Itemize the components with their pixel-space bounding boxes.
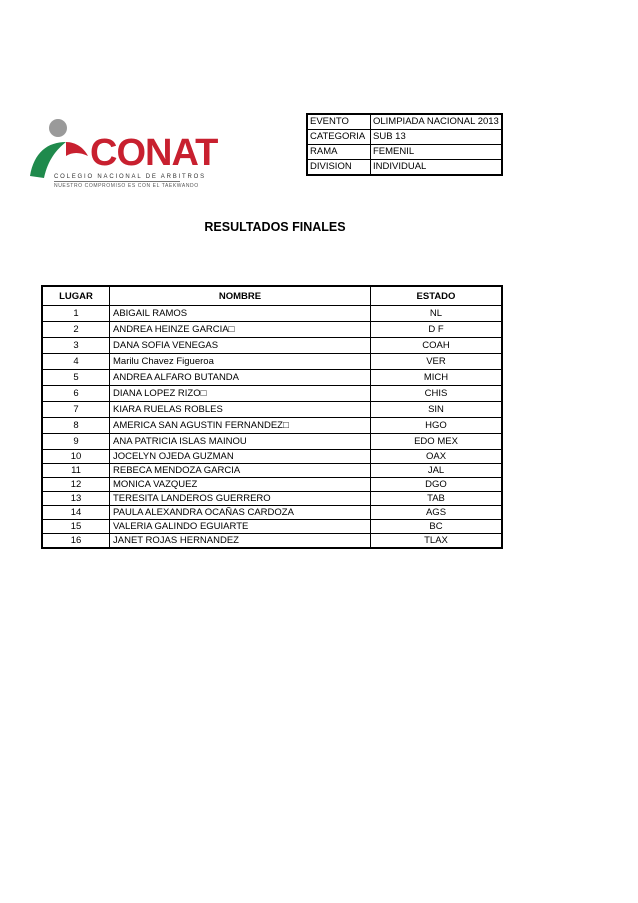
estado-cell: NL [371, 306, 503, 322]
info-row [307, 130, 502, 145]
header-estado: ESTADO [371, 286, 503, 306]
lugar-cell: 1 [42, 306, 110, 322]
estado-cell: TAB [371, 492, 503, 506]
nombre-cell: TERESITA LANDEROS GUERRERO [110, 492, 371, 506]
info-label: EVENTO [307, 114, 371, 130]
lugar-cell: 4 [42, 354, 110, 370]
estado-cell: COAH [371, 338, 503, 354]
table-row [42, 338, 502, 354]
logo-subtitle: COLEGIO NACIONAL DE ARBITROS [54, 174, 206, 180]
nombre-cell: REBECA MENDOZA GARCIA [110, 464, 371, 478]
table-row [42, 306, 502, 322]
estado-cell: D F [371, 322, 503, 338]
info-label: RAMA [307, 145, 371, 160]
estado-cell: TLAX [371, 534, 503, 549]
logo-divider [54, 181, 180, 182]
lugar-cell: 16 [42, 534, 110, 549]
info-row [307, 114, 502, 130]
table-row [42, 402, 502, 418]
nombre-cell: PAULA ALEXANDRA OCAÑAS CARDOZA [110, 506, 371, 520]
lugar-cell: 13 [42, 492, 110, 506]
estado-cell: OAX [371, 450, 503, 464]
lugar-cell: 11 [42, 464, 110, 478]
nombre-cell: ABIGAIL RAMOS [110, 306, 371, 322]
lugar-cell: 7 [42, 402, 110, 418]
table-row [42, 322, 502, 338]
nombre-cell: DIANA LOPEZ RIZO□ [110, 386, 371, 402]
lugar-cell: 8 [42, 418, 110, 434]
table-row [42, 354, 502, 370]
nombre-cell: AMERICA SAN AGUSTIN FERNANDEZ□ [110, 418, 371, 434]
nombre-cell: JANET ROJAS HERNANDEZ [110, 534, 371, 549]
results-header-row [42, 286, 502, 306]
estado-cell: JAL [371, 464, 503, 478]
table-row [42, 450, 502, 464]
table-row [42, 506, 502, 520]
header-lugar: LUGAR [42, 286, 110, 306]
estado-cell: SIN [371, 402, 503, 418]
lugar-cell: 15 [42, 520, 110, 534]
table-row [42, 386, 502, 402]
estado-cell: HGO [371, 418, 503, 434]
table-row [42, 534, 502, 549]
event-info-table [306, 113, 503, 176]
nombre-cell: JOCELYN OJEDA GUZMAN [110, 450, 371, 464]
nombre-cell: DANA SOFIA VENEGAS [110, 338, 371, 354]
conat-logo [26, 116, 218, 196]
table-row [42, 464, 502, 478]
info-label: CATEGORIA [307, 130, 371, 145]
info-label: DIVISION [307, 160, 371, 176]
lugar-cell: 3 [42, 338, 110, 354]
results-table [41, 285, 503, 549]
estado-cell: CHIS [371, 386, 503, 402]
table-row [42, 520, 502, 534]
lugar-cell: 12 [42, 478, 110, 492]
table-row [42, 418, 502, 434]
info-value: OLIMPIADA NACIONAL 2013 [371, 114, 503, 130]
info-row [307, 160, 502, 176]
info-value: SUB 13 [371, 130, 503, 145]
estado-cell: BC [371, 520, 503, 534]
estado-cell: AGS [371, 506, 503, 520]
info-value: FEMENIL [371, 145, 503, 160]
lugar-cell: 5 [42, 370, 110, 386]
logo-wordmark: CONAT [90, 132, 218, 174]
nombre-cell: Marilu Chavez Figueroa [110, 354, 371, 370]
table-row [42, 370, 502, 386]
lugar-cell: 2 [42, 322, 110, 338]
estado-cell: VER [371, 354, 503, 370]
estado-cell: DGO [371, 478, 503, 492]
table-row [42, 434, 502, 450]
nombre-cell: VALERIA GALINDO EGUIARTE [110, 520, 371, 534]
lugar-cell: 9 [42, 434, 110, 450]
estado-cell: EDO MEX [371, 434, 503, 450]
lugar-cell: 14 [42, 506, 110, 520]
table-row [42, 492, 502, 506]
logo-tagline: NUESTRO COMPROMISO ES CON EL TAEKWANDO [54, 183, 199, 189]
nombre-cell: KIARA RUELAS ROBLES [110, 402, 371, 418]
estado-cell: MICH [371, 370, 503, 386]
page-title: RESULTADOS FINALES [204, 220, 346, 234]
nombre-cell: ANA PATRICIA ISLAS MAINOU [110, 434, 371, 450]
info-value: INDIVIDUAL [371, 160, 503, 176]
lugar-cell: 6 [42, 386, 110, 402]
lugar-cell: 10 [42, 450, 110, 464]
header-nombre: NOMBRE [110, 286, 371, 306]
info-row [307, 145, 502, 160]
table-row [42, 478, 502, 492]
nombre-cell: ANDREA HEINZE GARCIA□ [110, 322, 371, 338]
nombre-cell: MONICA VAZQUEZ [110, 478, 371, 492]
nombre-cell: ANDREA ALFARO BUTANDA [110, 370, 371, 386]
